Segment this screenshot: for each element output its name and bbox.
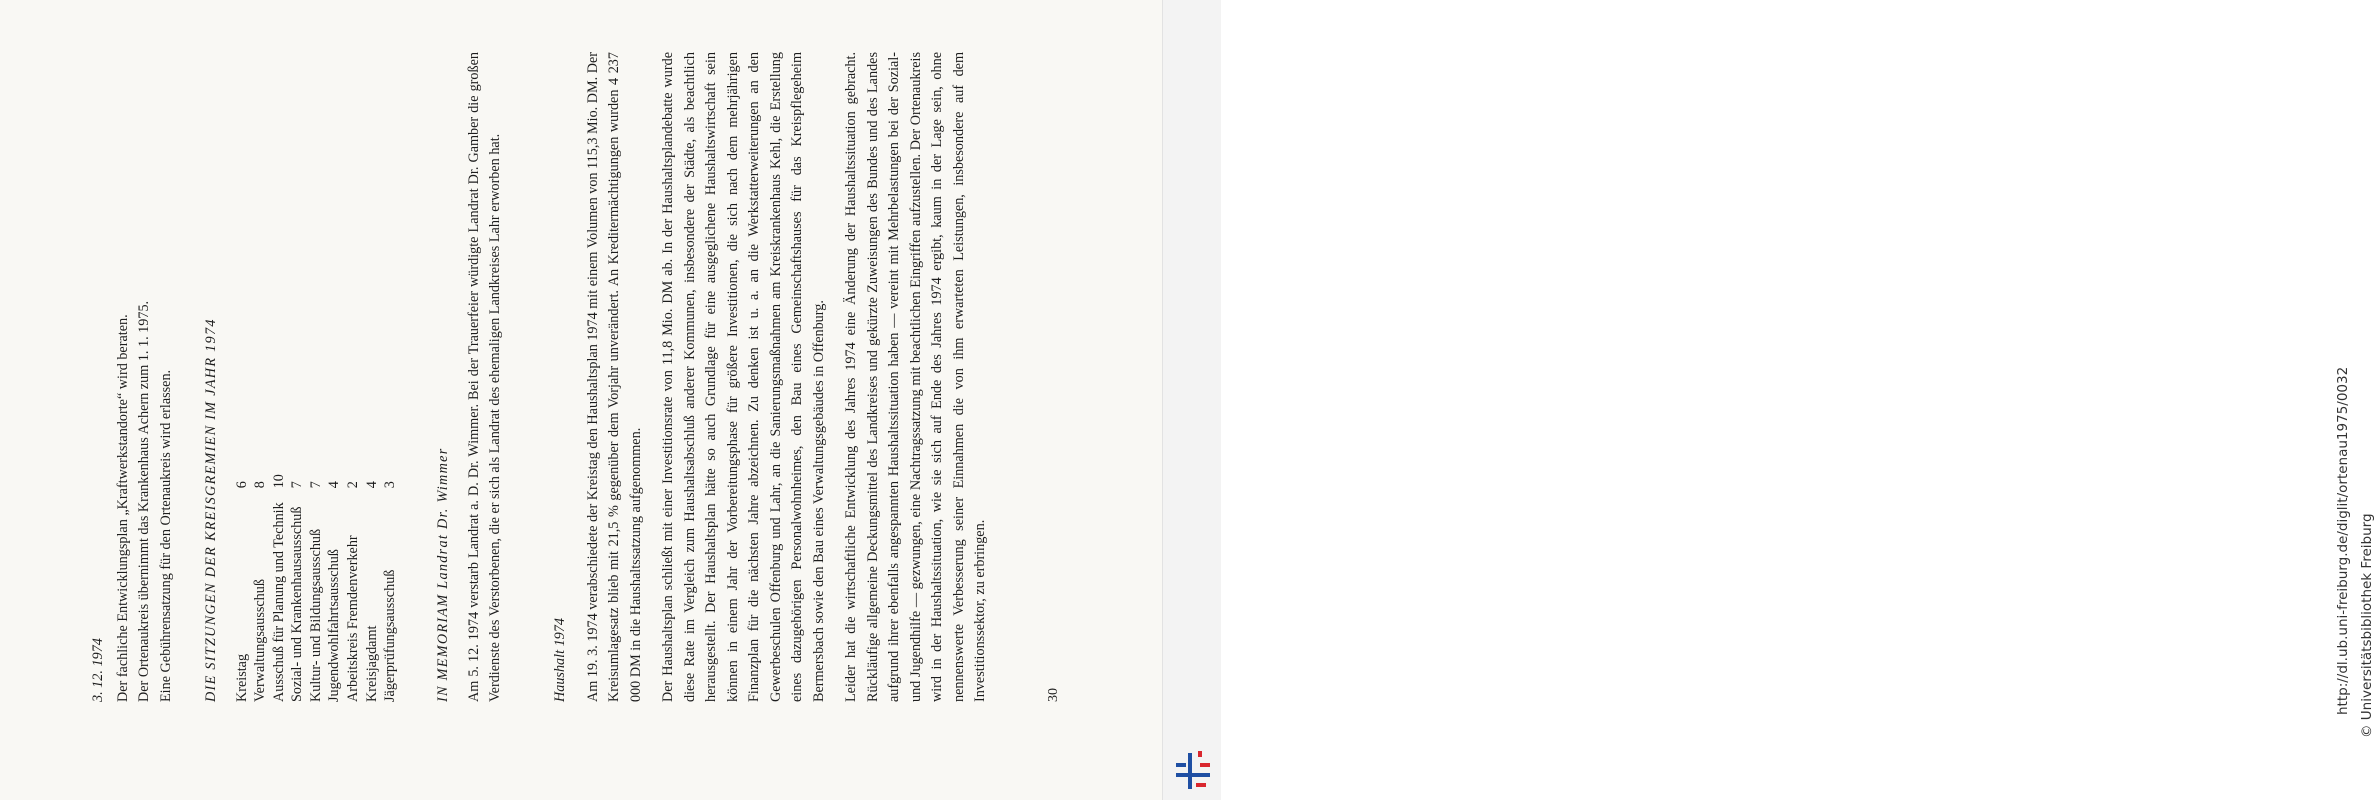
session-row (307, 474, 326, 702)
budget-section (550, 52, 992, 702)
session-committee: Kreisjagdamt (363, 625, 380, 702)
copyright-notice: © Universitätsbibliothek Freiburg (2359, 513, 2375, 738)
session-committee: Verwaltungsausschuß (252, 579, 269, 702)
session-committee: Jägerprüfungsausschuß (382, 569, 399, 702)
budget-paragraph-3: Leider hat die wirtschaftliche Entwicklung des Jahres 1974 eine Änderung der Haushaltssituation gebracht. Rückläufige allgemeine Deckungsmittel des Landkreises und gekürzte Zuweisungen des Bundes und des Landes aufgrund ihrer ebenfalls angespannten Haushaltssituation haben — vereint mit Mehrbelastungen bei der Sozial- und Jugendhilfe — gezwungen, eine Nachtragssatzung mit beachtlichen Eingriffen aufzustellen. Der Ortenaukreis wird in der Haushaltssituation, wie sie sich auf Ende des Jahres 1974 ergibt, kaum in der Lage sein, ohne nennenswerte Verbesserung seiner Einnahmen die von ihm erwarteten Leistungen, insbesondere auf dem Investitionssektor, zu erbringen. (843, 52, 988, 702)
session-committee: Kreistag (233, 653, 250, 702)
session-committee: Kultur- und Bildungsausschuß (307, 528, 324, 702)
sessions-title: DIE SITZUNGEN DER KREISGREMIEN IM JAHR 1974 (203, 318, 219, 702)
entry-3-12-1974 (88, 52, 177, 702)
session-count: 6 (233, 481, 250, 489)
session-committee: Sozial- und Krankenhausausschuß (289, 506, 306, 702)
sessions-section (201, 52, 400, 702)
entry-line-1: Der fachliche Entwicklungsplan „Kraftwerkstandorte“ wird beraten. (114, 314, 131, 702)
entry-line-3: Eine Gebührensatzung für den Ortenaukreis wird erlassen. (157, 369, 174, 702)
session-row (381, 474, 400, 702)
session-count: 7 (307, 481, 324, 489)
memoriam-section (433, 52, 507, 702)
session-row (233, 474, 252, 702)
session-committee: Ausschuß für Planung und Technik (270, 502, 287, 702)
page-number: 30 (1046, 688, 1061, 702)
session-committee: Arbeitskreis Fremdenverkehr (345, 535, 362, 702)
session-row (363, 474, 382, 702)
session-row (288, 474, 307, 702)
memoriam-text: Am 5. 12. 1974 verstarb Landrat a. D. Dr. Wimmer. Bei der Trauerfeier würdigte Landrat Dr. Gamber die großen Verdienste des Verstorbenen, die er sich als Landrat des ehemaligen Landkreises Lahr erworben hat. (465, 52, 503, 702)
session-row (270, 474, 289, 702)
session-row (325, 474, 344, 702)
ub-freiburg-logo-icon (1172, 745, 1214, 789)
budget-title: Haushalt 1974 (552, 618, 568, 702)
session-count: 10 (270, 474, 287, 489)
session-committee: Jugendwohlfahrtsausschuß (326, 549, 343, 702)
session-count: 3 (382, 481, 399, 489)
session-count: 2 (345, 481, 362, 489)
budget-paragraph-2: Der Haushaltsplan schließt mit einer Investitionsrate von 11,8 Mio. DM ab. In der Haushaltsplandebatte wurde diese Rate im Vergleich zum Haushaltsabschluß anderer Kommunen, insbesondere der Städte, als beachtlich herausgestellt. Der Haushaltsplan hätte so auch Grundlage für eine ausgeglichene Haushaltswirtschaft sein können in einem Jahr der Vorbereitungsphase für größere Investitionen, die sich nach dem mehrjährigen Finanzplan für die nächsten Jahre abzeichnen. Zu denken ist u. a. an die Werkstatterweiterungen an den Gewerbeschulen Offenburg und Lahr, an die Sanierungsmaßnahmen am Kreiskrankenhaus Kehl, die Erstellung eines dazugehörigen Personalwohnheimes, den Bau eines Gemeinschaftshauses für das Kreispflegeheim Bermersbach sowie den Bau eines Verwaltungsgebäudes in Offenburg. (660, 52, 827, 702)
session-count: 4 (326, 481, 343, 489)
session-count: 7 (289, 481, 306, 489)
sessions-table (233, 474, 400, 702)
session-row (251, 474, 270, 702)
session-count: 8 (252, 481, 269, 489)
source-url[interactable]: http://dl.ub.uni-freiburg.de/diglit/ortenau1975/0032 (2335, 366, 2351, 715)
entry-date: 3. 12. 1974 (90, 638, 106, 702)
session-row (344, 474, 363, 702)
memoriam-title: IN MEMORIAM Landrat Dr. Wimmer (435, 447, 451, 702)
scanned-page (0, 0, 1162, 800)
library-sidebar (1162, 0, 2375, 800)
session-count: 4 (363, 481, 380, 489)
page-content (88, 52, 1061, 702)
entry-line-2: Der Ortenaukreis übernimmt das Krankenhaus Achern zum 1. 1. 1975. (136, 300, 152, 702)
budget-paragraph-1: Am 19. 3. 1974 verabschiedete der Kreistag den Haushaltsplan 1974 mit einem Volumen von 115,3 Mio. DM. Der Kreisumlagesatz blieb mit 21,5 % gegenüber dem Vorjahr unverändert. An Kreditermächtigungen wurden 4 237 000 DM in die Haushaltssatzung aufgenommen. (584, 52, 644, 702)
